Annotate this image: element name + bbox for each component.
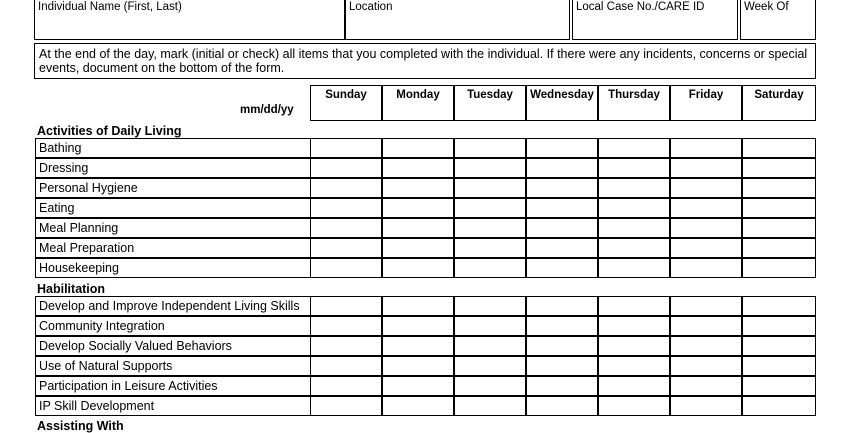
checkbox-cell[interactable] <box>742 316 816 336</box>
checkbox-cell[interactable] <box>382 218 454 238</box>
checkbox-cell[interactable] <box>454 178 526 198</box>
row-label-meal-planning: Meal Planning <box>35 218 310 238</box>
checkbox-cell[interactable] <box>454 316 526 336</box>
checkbox-cell[interactable] <box>598 296 670 316</box>
checkbox-cell[interactable] <box>670 238 742 258</box>
checkbox-cell[interactable] <box>382 258 454 278</box>
checkbox-cell[interactable] <box>454 198 526 218</box>
checkbox-cell[interactable] <box>670 138 742 158</box>
checkbox-cell[interactable] <box>382 198 454 218</box>
checkbox-cell[interactable] <box>670 178 742 198</box>
checkbox-cell[interactable] <box>526 258 598 278</box>
section-title-adl: Activities of Daily Living <box>37 124 182 138</box>
checkbox-cell[interactable] <box>526 178 598 198</box>
checkbox-cell[interactable] <box>454 336 526 356</box>
checkbox-cell[interactable] <box>742 356 816 376</box>
row-label-natural-supports: Use of Natural Supports <box>35 356 310 376</box>
checkbox-cell[interactable] <box>454 296 526 316</box>
checkbox-cell[interactable] <box>310 258 382 278</box>
checkbox-cell[interactable] <box>742 178 816 198</box>
checkbox-cell[interactable] <box>742 396 816 416</box>
checkbox-cell[interactable] <box>742 336 816 356</box>
checkbox-cell[interactable] <box>742 218 816 238</box>
checkbox-cell[interactable] <box>526 376 598 396</box>
checkbox-cell[interactable] <box>382 336 454 356</box>
day-header-tuesday: Tuesday <box>454 85 526 121</box>
checkbox-cell[interactable] <box>382 356 454 376</box>
checkbox-cell[interactable] <box>310 178 382 198</box>
checkbox-cell[interactable] <box>454 258 526 278</box>
checkbox-cell[interactable] <box>382 138 454 158</box>
checkbox-cell[interactable] <box>382 296 454 316</box>
checkbox-cell[interactable] <box>670 356 742 376</box>
checkbox-cell[interactable] <box>598 178 670 198</box>
row-label-personal-hygiene: Personal Hygiene <box>35 178 310 198</box>
checkbox-cell[interactable] <box>670 396 742 416</box>
checkbox-cell[interactable] <box>526 158 598 178</box>
checkbox-cell[interactable] <box>526 138 598 158</box>
checkbox-cell[interactable] <box>742 158 816 178</box>
checkbox-cell[interactable] <box>454 218 526 238</box>
row-label-housekeeping: Housekeeping <box>35 258 310 278</box>
row-label-community-integration: Community Integration <box>35 316 310 336</box>
row-label-dressing: Dressing <box>35 158 310 178</box>
checkbox-cell[interactable] <box>526 356 598 376</box>
checkbox-cell[interactable] <box>454 356 526 376</box>
checkbox-cell[interactable] <box>310 356 382 376</box>
checkbox-cell[interactable] <box>454 138 526 158</box>
checkbox-cell[interactable] <box>742 198 816 218</box>
week-of-label: Week Of <box>744 1 789 13</box>
local-case-field[interactable] <box>572 0 738 40</box>
checkbox-cell[interactable] <box>454 238 526 258</box>
checkbox-cell[interactable] <box>382 238 454 258</box>
section-title-assisting: Assisting With <box>37 419 124 433</box>
row-label-independent-living: Develop and Improve Independent Living Skills <box>35 296 310 316</box>
checkbox-cell[interactable] <box>670 198 742 218</box>
checkbox-cell[interactable] <box>526 238 598 258</box>
section-title-habilitation: Habilitation <box>37 282 106 296</box>
location-field[interactable] <box>345 0 570 40</box>
checkbox-cell[interactable] <box>742 238 816 258</box>
checkbox-cell[interactable] <box>670 296 742 316</box>
checkbox-cell[interactable] <box>310 238 382 258</box>
location-label: Location <box>349 1 393 13</box>
checkbox-cell[interactable] <box>742 258 816 278</box>
checkbox-cell[interactable] <box>598 258 670 278</box>
checkbox-cell[interactable] <box>598 198 670 218</box>
week-of-field[interactable] <box>740 0 816 40</box>
checkbox-cell[interactable] <box>526 316 598 336</box>
checkbox-cell[interactable] <box>526 296 598 316</box>
checkbox-cell[interactable] <box>742 296 816 316</box>
row-label-meal-preparation: Meal Preparation <box>35 238 310 258</box>
date-format-label: mm/dd/yy <box>240 104 294 116</box>
checkbox-cell[interactable] <box>526 396 598 416</box>
checkbox-cell[interactable] <box>670 376 742 396</box>
checkbox-cell[interactable] <box>526 198 598 218</box>
day-header-sunday: Sunday <box>310 85 382 121</box>
checkbox-cell[interactable] <box>310 158 382 178</box>
checkbox-cell[interactable] <box>598 376 670 396</box>
row-label-socially-valued: Develop Socially Valued Behaviors <box>35 336 310 356</box>
checkbox-cell[interactable] <box>310 296 382 316</box>
checkbox-cell[interactable] <box>598 218 670 238</box>
checkbox-cell[interactable] <box>598 336 670 356</box>
checkbox-cell[interactable] <box>310 396 382 416</box>
row-label-leisure-activities: Participation in Leisure Activities <box>35 376 310 396</box>
checkbox-cell[interactable] <box>598 316 670 336</box>
checkbox-cell[interactable] <box>454 158 526 178</box>
checkbox-cell[interactable] <box>670 158 742 178</box>
day-header-wednesday: Wednesday <box>526 85 598 121</box>
checkbox-cell[interactable] <box>310 336 382 356</box>
day-header-friday: Friday <box>670 85 742 121</box>
checkbox-cell[interactable] <box>670 336 742 356</box>
checkbox-cell[interactable] <box>526 218 598 238</box>
checkbox-cell[interactable] <box>598 238 670 258</box>
checkbox-cell[interactable] <box>598 138 670 158</box>
checkbox-cell[interactable] <box>310 376 382 396</box>
row-label-bathing: Bathing <box>35 138 310 158</box>
checkbox-cell[interactable] <box>454 396 526 416</box>
checkbox-cell[interactable] <box>742 138 816 158</box>
checkbox-cell[interactable] <box>382 376 454 396</box>
checkbox-cell[interactable] <box>454 376 526 396</box>
checkbox-cell[interactable] <box>742 376 816 396</box>
checkbox-cell[interactable] <box>382 178 454 198</box>
local-case-label: Local Case No./CARE ID <box>576 1 705 13</box>
checkbox-cell[interactable] <box>598 396 670 416</box>
day-header-saturday: Saturday <box>742 85 816 121</box>
individual-name-label: Individual Name (First, Last) <box>38 1 182 13</box>
checkbox-cell[interactable] <box>382 158 454 178</box>
row-label-ip-skill: IP Skill Development <box>35 396 310 416</box>
checkbox-cell[interactable] <box>670 258 742 278</box>
row-label-eating: Eating <box>35 198 310 218</box>
checkbox-cell[interactable] <box>598 158 670 178</box>
checkbox-cell[interactable] <box>382 396 454 416</box>
individual-name-field[interactable] <box>34 0 345 40</box>
day-header-monday: Monday <box>382 85 454 121</box>
checkbox-cell[interactable] <box>310 198 382 218</box>
day-header-thursday: Thursday <box>598 85 670 121</box>
checkbox-cell[interactable] <box>670 316 742 336</box>
checkbox-cell[interactable] <box>310 316 382 336</box>
checkbox-cell[interactable] <box>310 138 382 158</box>
checkbox-cell[interactable] <box>670 218 742 238</box>
checkbox-cell[interactable] <box>598 356 670 376</box>
instructions-box: At the end of the day, mark (initial or check) all items that you completed with the individual. If there were any incidents, concerns or special events, document on the bottom of the form. <box>34 43 816 79</box>
checkbox-cell[interactable] <box>526 336 598 356</box>
checkbox-cell[interactable] <box>382 316 454 336</box>
checkbox-cell[interactable] <box>310 218 382 238</box>
